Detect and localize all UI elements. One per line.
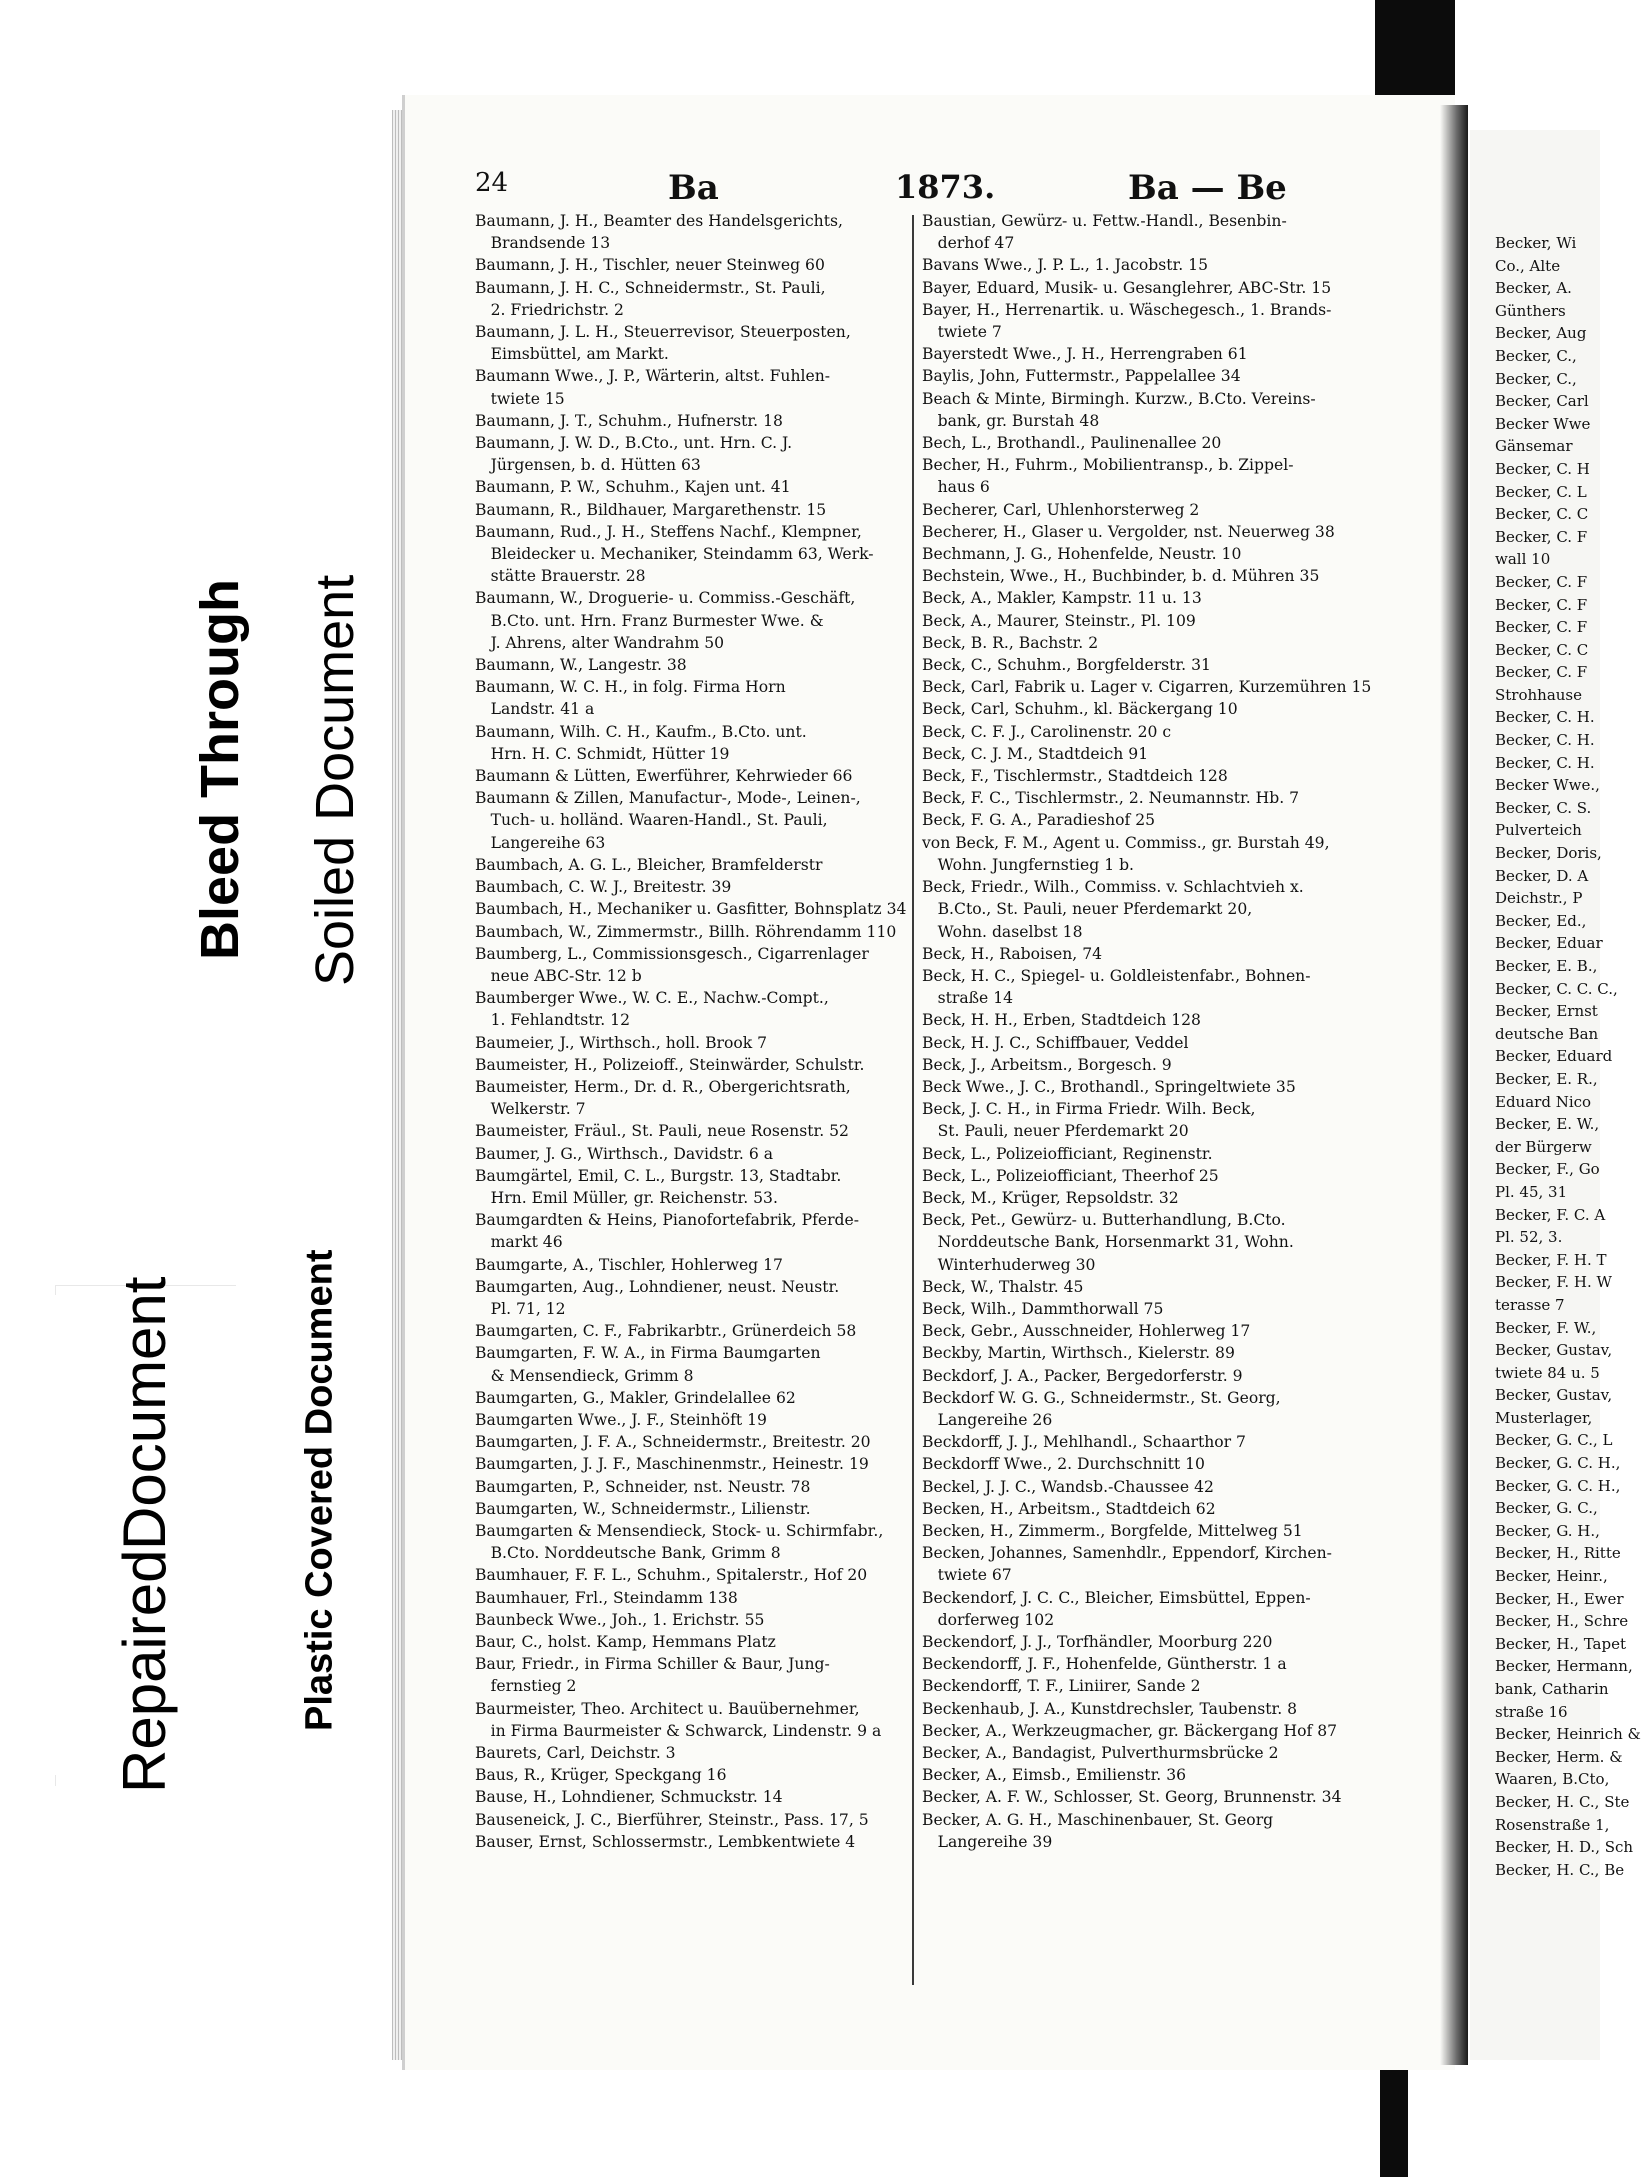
left-column-line: Baurmeister, Theo. Architect u. Bauübernehmer, xyxy=(475,1699,860,1718)
left-column-line: Baumgarten, W., Schneidermstr., Lilienstr. xyxy=(475,1499,811,1518)
left-column-line: Welkerstr. 7 xyxy=(475,1100,586,1119)
right-column-line: derhof 47 xyxy=(922,234,1015,253)
right-column-line: Beckby, Martin, Wirthsch., Kielerstr. 89 xyxy=(922,1344,1235,1363)
right-column-line: Beckendorf, J. C. C., Bleicher, Eimsbüttel, Eppen- xyxy=(922,1588,1311,1607)
right-column-line: Bayer, Eduard, Musik- u. Gesanglehrer, ABC-Str. 15 xyxy=(922,278,1332,297)
facing-page-line: Becker, F., Go xyxy=(1495,1160,1600,1179)
facing-page-line: Becker, H. C., Be xyxy=(1495,1860,1625,1879)
right-column-line: Becken, H., Arbeitsm., Stadtdeich 62 xyxy=(922,1499,1216,1518)
right-column-line: Beck, H. C., Spiegel- u. Goldleistenfabr., Bohnen- xyxy=(922,966,1311,985)
right-column-line: haus 6 xyxy=(922,478,990,497)
bleed-through-label: Bleed Through xyxy=(185,505,255,1035)
left-column-line: Baumbach, C. W. J., Breitestr. 39 xyxy=(475,878,732,897)
right-column-line: Beck, W., Thalstr. 45 xyxy=(922,1277,1084,1296)
right-column-line: Beck, F. G. A., Paradieshof 25 xyxy=(922,811,1156,830)
facing-page-line: Becker, C. S. xyxy=(1495,798,1592,817)
facing-page-line: Becker, Doris, xyxy=(1495,844,1602,863)
left-column-line: Baumgarten, J. J. F., Maschinenmstr., Heinestr. 19 xyxy=(475,1455,869,1474)
facing-page-line: Becker, F. H. W xyxy=(1495,1273,1612,1292)
right-column-line: Beckenhaub, J. A., Kunstdrechsler, Taubenstr. 8 xyxy=(922,1699,1298,1718)
facing-page-line: Becker, A. xyxy=(1495,279,1572,298)
facing-page-line: Waaren, B.Cto, xyxy=(1495,1770,1610,1789)
left-column-line: Baumann, J. H., Tischler, neuer Steinweg 60 xyxy=(475,256,825,275)
right-column-line: Beck, Carl, Schuhm., kl. Bäckergang 10 xyxy=(922,700,1238,719)
left-column-line: Pl. 71, 12 xyxy=(475,1299,566,1318)
right-column-line: Bayer, H., Herrenartik. u. Wäschegesch., 1. Brands- xyxy=(922,300,1332,319)
right-column-line: Beck, J., Arbeitsm., Borgesch. 9 xyxy=(922,1055,1172,1074)
left-column-line: Landstr. 41 a xyxy=(475,700,595,719)
left-column-line: Brandsende 13 xyxy=(475,234,611,253)
left-column-line: Baumann, W., Droguerie- u. Commiss.-Geschäft, xyxy=(475,589,856,608)
right-column-line: Beck, H. H., Erben, Stadtdeich 128 xyxy=(922,1011,1201,1030)
right-column-line: Beck, Wilh., Dammthorwall 75 xyxy=(922,1299,1164,1318)
left-column-line: Hrn. H. C. Schmidt, Hütter 19 xyxy=(475,744,730,763)
right-column-line: Beck, Pet., Gewürz- u. Butterhandlung, B.Cto. xyxy=(922,1211,1286,1230)
left-column-line: Baumbach, W., Zimmermstr., Billh. Röhrendamm 110 xyxy=(475,922,897,941)
left-column-line: Baumann, W. C. H., in folg. Firma Horn xyxy=(475,678,786,697)
left-column-line: fernstieg 2 xyxy=(475,1677,577,1696)
right-column-line: Beck, C. F. J., Carolinenstr. 20 c xyxy=(922,722,1172,741)
right-column-line: bank, gr. Burstah 48 xyxy=(922,411,1100,430)
left-column-line: Baumeister, Fräul., St. Pauli, neue Rosenstr. 52 xyxy=(475,1122,849,1141)
left-column-line: Baumgarten, Aug., Lohndiener, neust. Neustr. xyxy=(475,1277,840,1296)
facing-page-line: Becker, C., xyxy=(1495,346,1577,365)
left-column-line: Baumann & Lütten, Ewerführer, Kehrwieder 66 xyxy=(475,767,853,786)
facing-page-line: Becker, C. F xyxy=(1495,572,1588,591)
facing-page-line: Becker, F. H. T xyxy=(1495,1250,1607,1269)
left-column-line: Baus, R., Krüger, Speckgang 16 xyxy=(475,1766,727,1785)
left-column-line: Baumeister, H., Polizeioff., Steinwärder, Schulstr. xyxy=(475,1055,865,1074)
left-column-line: B.Cto. unt. Hrn. Franz Burmester Wwe. & xyxy=(475,611,824,630)
right-column-line: Wohn. daselbst 18 xyxy=(922,922,1083,941)
facing-page-line: Co., Alte xyxy=(1495,256,1561,275)
right-column-line: Beck Wwe., J. C., Brothandl., Springeltwiete 35 xyxy=(922,1077,1296,1096)
left-column-line: neue ABC-Str. 12 b xyxy=(475,966,642,985)
facing-page-line: Gänsemar xyxy=(1495,437,1573,456)
left-column-line: Baumgarten, J. F. A., Schneidermstr., Breitestr. 20 xyxy=(475,1433,871,1452)
facing-page-line: Becker, E. B., xyxy=(1495,957,1598,975)
right-column-line: Beck, H. J. C., Schiffbauer, Veddel xyxy=(922,1033,1189,1052)
right-column-line: Becken, H., Zimmerm., Borgfelde, Mittelweg 51 xyxy=(922,1521,1303,1540)
right-column-line: Beck, L., Polizeiofficiant, Reginenstr. xyxy=(922,1144,1213,1163)
facing-page-line: Becker, H., Tapet xyxy=(1495,1634,1627,1653)
facing-page-line: Becker, D. A xyxy=(1495,866,1589,885)
facing-page-line: Becker, H. D., Sch xyxy=(1495,1838,1634,1857)
right-column-line: Beck, Gebr., Ausschneider, Hohlerweg 17 xyxy=(922,1322,1251,1341)
left-column-line: Baumann, J. L. H., Steuerrevisor, Steuerposten, xyxy=(475,323,851,342)
facing-page-line: Becker, H., Ritte xyxy=(1495,1544,1621,1563)
right-column-line: St. Pauli, neuer Pferdemarkt 20 xyxy=(922,1122,1189,1141)
left-column-line: Baur, Friedr., in Firma Schiller & Baur, Jung- xyxy=(475,1655,830,1674)
left-column-line: markt 46 xyxy=(475,1233,563,1252)
left-column-line: Baumgarten, P., Schneider, nst. Neustr. 78 xyxy=(475,1477,811,1496)
left-column-line: Baurets, Carl, Deichstr. 3 xyxy=(475,1744,676,1763)
facing-page-line: Becker, C. H. xyxy=(1495,731,1595,750)
left-column-line: 2. Friedrichstr. 2 xyxy=(475,300,624,319)
facing-page-line: Günthers xyxy=(1495,301,1566,320)
right-column-line: Beck, Friedr., Wilh., Commiss. v. Schlachtvieh x. xyxy=(922,878,1304,897)
left-column-line: Baumann, W., Langestr. 38 xyxy=(475,656,687,675)
facing-page-line: Becker, C. L xyxy=(1495,482,1587,501)
right-column-line: twiete 67 xyxy=(922,1566,1012,1585)
facing-page-line: Becker, Heinr., xyxy=(1495,1567,1608,1586)
facing-page-line: Becker, H. C., Ste xyxy=(1495,1792,1630,1811)
right-column-line: Beckel, J. J. C., Wandsb.-Chaussee 42 xyxy=(922,1477,1214,1496)
right-column-line: Beckendorff, J. F., Hohenfelde, Güntherstr. 1 a xyxy=(922,1655,1287,1674)
facing-page-line: Becker, Wi xyxy=(1495,234,1577,252)
facing-page-line: Becker, C. C xyxy=(1495,640,1589,659)
right-column-line: Langereihe 26 xyxy=(922,1410,1053,1429)
facing-page-line: Becker, Carl xyxy=(1495,392,1589,411)
facing-page-line: Musterlager, xyxy=(1495,1408,1593,1427)
repaired-label-line2: Document xyxy=(111,1276,178,1550)
facing-page-line: Becker, Herm. & xyxy=(1495,1747,1623,1766)
right-column-line: Bechstein, Wwe., H., Buchbinder, b. d. Mühren 35 xyxy=(922,567,1320,586)
plastic-covered-label: Plastic Covered Document xyxy=(295,1140,345,1840)
right-column-line: Becker, A. F. W., Schlosser, St. Georg, Brunnenstr. 34 xyxy=(922,1788,1342,1807)
right-column-line: Beckdorff Wwe., 2. Durchschnitt 10 xyxy=(922,1455,1205,1474)
left-column-line: Baumberger Wwe., W. C. E., Nachw.-Compt., xyxy=(475,989,829,1008)
facing-page-column xyxy=(1495,232,1641,1881)
facing-page-line: deutsche Ban xyxy=(1495,1024,1599,1043)
left-column-line: 1. Fehlandtstr. 12 xyxy=(475,1011,631,1030)
left-column-line: Bause, H., Lohndiener, Schmuckstr. 14 xyxy=(475,1788,783,1807)
right-column-line: Becherer, H., Glaser u. Vergolder, nst. Neuerweg 38 xyxy=(922,522,1335,541)
left-column-line: Baumann, R., Bildhauer, Margarethenstr. 15 xyxy=(475,500,827,519)
facing-page-line: Becker, Eduar xyxy=(1495,934,1603,953)
left-column-line: Baumeier, J., Wirthsch., holl. Brook 7 xyxy=(475,1033,768,1052)
right-column-line: dorferweg 102 xyxy=(922,1610,1055,1629)
left-column xyxy=(475,210,930,1853)
right-column-line: Becker, A., Eimsb., Emilienstr. 36 xyxy=(922,1766,1187,1785)
left-column-line: Baumberg, L., Commissionsgesch., Cigarrenlager xyxy=(475,944,869,963)
year-heading: 1873. xyxy=(895,168,996,206)
left-column-line: Baumgarten, F. W. A., in Firma Baumgarten xyxy=(475,1344,821,1363)
facing-page-line: Eduard Nico xyxy=(1495,1092,1592,1111)
left-column-line: Baumgarten & Mensendieck, Stock- u. Schirmfabr., xyxy=(475,1521,884,1540)
left-column-line: Hrn. Emil Müller, gr. Reichenstr. 53. xyxy=(475,1188,778,1207)
facing-page-line: Strohhause xyxy=(1495,685,1583,704)
left-column-line: Baumhauer, Frl., Steindamm 138 xyxy=(475,1588,738,1607)
left-column-line: stätte Brauerstr. 28 xyxy=(475,567,646,586)
right-column-line: B.Cto., St. Pauli, neuer Pferdemarkt 20, xyxy=(922,900,1253,919)
right-column-line: Winterhuderweg 30 xyxy=(922,1255,1096,1274)
left-column-line: Baumann, Wilh. C. H., Kaufm., B.Cto. unt. xyxy=(475,722,807,741)
left-column-line: Baumgardten & Heins, Pianofortefabrik, Pferde- xyxy=(475,1211,860,1230)
left-column-line: Eimsbüttel, am Markt. xyxy=(475,345,669,364)
left-column-line: Baumeister, Herm., Dr. d. R., Obergerichtsrath, xyxy=(475,1077,851,1096)
facing-page-line: Becker, G. C. H., xyxy=(1495,1454,1621,1473)
right-column-line: Beck, F., Tischlermstr., Stadtdeich 128 xyxy=(922,767,1228,786)
right-column-line: Bechmann, J. G., Hohenfelde, Neustr. 10 xyxy=(922,545,1242,564)
book-gutter xyxy=(1440,105,1468,2065)
left-column-line: in Firma Baurmeister & Schwarck, Lindenstr. 9 a xyxy=(475,1721,882,1740)
left-column-line: Baumann, J. W. D., B.Cto., unt. Hrn. C. J. xyxy=(475,434,793,453)
right-column-line: Becken, Johannes, Samenhdlr., Eppendorf, Kirchen- xyxy=(922,1544,1332,1563)
left-column-line: Baumhauer, F. F. L., Schuhm., Spitalerstr., Hof 20 xyxy=(475,1566,868,1585)
left-column-line: Baur, C., holst. Kamp, Hemmans Platz xyxy=(475,1633,776,1651)
facing-page-line: Becker, C. H. xyxy=(1495,708,1595,727)
left-column-line: B.Cto. Norddeutsche Bank, Grimm 8 xyxy=(475,1544,781,1563)
facing-page-line: Becker, C. H xyxy=(1495,459,1590,478)
facing-page-line: Becker, C. F xyxy=(1495,595,1588,614)
left-column-line: Baumann Wwe., J. P., Wärterin, altst. Fuhlen- xyxy=(475,367,831,386)
left-column-line: & Mensendieck, Grimm 8 xyxy=(475,1366,694,1385)
right-column-line: von Beck, F. M., Agent u. Commiss., gr. Burstah 49, xyxy=(922,833,1330,852)
facing-page-line: Becker, C. F xyxy=(1495,663,1588,682)
right-column-line: Beck, C. J. M., Stadtdeich 91 xyxy=(922,744,1149,763)
facing-page-line: Becker, Gustav, xyxy=(1495,1341,1613,1360)
facing-page-line: Becker, Ed., xyxy=(1495,911,1587,930)
facing-page-line: Becker, Eduard xyxy=(1495,1047,1613,1066)
left-column-line: Baumgarten, C. F., Fabrikarbtr., Grünerdeich 58 xyxy=(475,1322,857,1341)
page-number: 24 xyxy=(475,168,509,198)
facing-page-line: Becker, F. C. A xyxy=(1495,1205,1606,1224)
right-column-line: Beck, B. R., Bachstr. 2 xyxy=(922,633,1099,652)
facing-page-line: Becker Wwe., xyxy=(1495,776,1600,795)
right-column-line: Baylis, John, Futtermstr., Pappelallee 34 xyxy=(922,367,1241,386)
left-column-line: Baumbach, A. G. L., Bleicher, Bramfelderstr xyxy=(475,855,823,874)
right-column-line: Norddeutsche Bank, Horsenmarkt 31, Wohn. xyxy=(922,1233,1294,1252)
right-column-line: Bech, L., Brothandl., Paulinenallee 20 xyxy=(922,434,1222,453)
right-column-line: Becherer, Carl, Uhlenhorsterweg 2 xyxy=(922,500,1200,519)
right-column-line: Becher, H., Fuhrm., Mobilientransp., b. Zippel- xyxy=(922,456,1294,475)
right-column-line: Becker, A., Bandagist, Pulverthurmsbrücke 2 xyxy=(922,1744,1279,1763)
right-column-line: Becker, A., Werkzeugmacher, gr. Bäckergang Hof 87 xyxy=(922,1721,1338,1740)
facing-page-line: Becker, H., Schre xyxy=(1495,1612,1629,1631)
facing-page-line: terasse 7 xyxy=(1495,1295,1565,1314)
facing-page-line: Becker, C. C. C., xyxy=(1495,979,1618,998)
right-column-line: Beck, A., Maurer, Steinstr., Pl. 109 xyxy=(922,611,1196,630)
right-column-line: Beck, J. C. H., in Firma Friedr. Wilh. Beck, xyxy=(922,1100,1256,1119)
facing-page-line: Becker, Heinrich & xyxy=(1495,1725,1641,1744)
facing-page-line: Becker, G. H., xyxy=(1495,1521,1600,1540)
right-column-line: Beckdorff, J. J., Mehlhandl., Schaarthor 7 xyxy=(922,1433,1246,1452)
right-column-line: Becker, A. G. H., Maschinenbauer, St. Georg xyxy=(922,1810,1274,1829)
right-column-line: Beck, M., Krüger, Repsoldstr. 32 xyxy=(922,1188,1179,1207)
left-column-line: Bauser, Ernst, Schlossermstr., Lembkentwiete 4 xyxy=(475,1832,856,1851)
facing-page-line: Becker, E. W., xyxy=(1495,1115,1600,1134)
left-column-line: Baumann, J. T., Schuhm., Hufnerstr. 18 xyxy=(475,411,783,430)
facing-page-line: Becker Wwe xyxy=(1495,414,1591,433)
right-column-line: Beck, Carl, Fabrik u. Lager v. Cigarren, Kurzemühren 15 xyxy=(922,678,1372,697)
facing-page-line: Becker, C. H. xyxy=(1495,753,1595,772)
right-column-line: Wohn. Jungfernstieg 1 b. xyxy=(922,855,1135,874)
facing-page-line: Becker, Aug xyxy=(1495,324,1587,343)
left-column-line: Baumbach, H., Mechaniker u. Gasfitter, Bohnsplatz 34 xyxy=(475,900,907,919)
left-column-line: Tuch- u. holländ. Waaren-Handl., St. Pauli, xyxy=(475,811,828,830)
facing-page-line: Becker, H., Ewer xyxy=(1495,1589,1624,1608)
right-column xyxy=(922,210,1377,1853)
left-column-line: Baumer, J. G., Wirthsch., Davidstr. 6 a xyxy=(475,1144,774,1163)
repaired-label-line1: Repaired xyxy=(111,1549,178,1794)
right-column-line: Beckdorf W. G. G., Schneidermstr., St. Georg, xyxy=(922,1388,1281,1407)
left-column-line: Baumgarten, G., Makler, Grindelallee 62 xyxy=(475,1388,796,1407)
right-column-line: twiete 7 xyxy=(922,323,1002,342)
left-column-line: twiete 15 xyxy=(475,389,565,408)
right-column-line: Beckendorff, T. F., Liniirer, Sande 2 xyxy=(922,1677,1201,1696)
right-column-line: Beck, F. C., Tischlermstr., 2. Neumannstr. Hb. 7 xyxy=(922,789,1300,808)
left-column-line: Baumann, J. H., Beamter des Handelsgerichts, xyxy=(475,212,843,230)
right-column-line: Baustian, Gewürz- u. Fettw.-Handl., Besenbin- xyxy=(922,212,1287,230)
right-column-line: straße 14 xyxy=(922,989,1014,1008)
facing-page-line: twiete 84 u. 5 xyxy=(1495,1363,1600,1382)
right-column-line: Bayerstedt Wwe., J. H., Herrengraben 61 xyxy=(922,345,1248,364)
facing-page-line: Becker, C., xyxy=(1495,369,1577,388)
facing-page-line: Pl. 45, 31 xyxy=(1495,1182,1568,1201)
facing-page-line: Becker, F. W., xyxy=(1495,1318,1597,1337)
left-column-line: Bleidecker u. Mechaniker, Steindamm 63, Werk- xyxy=(475,545,874,564)
right-column-line: Beck, A., Makler, Kampstr. 11 u. 13 xyxy=(922,589,1202,608)
left-column-line: Baumann, Rud., J. H., Steffens Nachf., Klempner, xyxy=(475,522,862,541)
facing-page-line: straße 16 xyxy=(1495,1702,1568,1721)
facing-page-line: Becker, C. F xyxy=(1495,618,1588,637)
right-column-line: Beck, C., Schuhm., Borgfelderstr. 31 xyxy=(922,656,1211,675)
right-column-line: Beck, L., Polizeiofficiant, Theerhof 25 xyxy=(922,1166,1219,1185)
left-column-line: Baumann, P. W., Schuhm., Kajen unt. 41 xyxy=(475,478,791,497)
facing-page-line: Becker, G. C. H., xyxy=(1495,1476,1621,1495)
left-column-line: Baumgarte, A., Tischler, Hohlerweg 17 xyxy=(475,1255,783,1274)
facing-page-line: Pulverteich xyxy=(1495,821,1582,840)
right-column-line: Beach & Minte, Birmingh. Kurzw., B.Cto. Vereins- xyxy=(922,389,1316,408)
left-column-line: Baumgarten Wwe., J. F., Steinhöft 19 xyxy=(475,1410,767,1429)
left-column-line: Baunbeck Wwe., Joh., 1. Erichstr. 55 xyxy=(475,1610,765,1629)
right-column-line: Beckendorf, J. J., Torfhändler, Moorburg 220 xyxy=(922,1633,1273,1651)
left-column-line: Baumann & Zillen, Manufactur-, Mode-, Leinen-, xyxy=(475,789,861,808)
facing-page-line: Becker, Gustav, xyxy=(1495,1386,1613,1405)
left-column-line: J. Ahrens, alter Wandrahm 50 xyxy=(475,633,725,652)
facing-page-line: Becker, C. F xyxy=(1495,527,1588,546)
soiled-document-label: Soiled Document xyxy=(295,470,375,1090)
left-column-line: Baumann, J. H. C., Schneidermstr., St. Pauli, xyxy=(475,278,826,297)
left-column-line: Baumgärtel, Emil, C. L., Burgstr. 13, Stadtabr. xyxy=(475,1166,842,1185)
facing-page-line: bank, Catharin xyxy=(1495,1680,1609,1698)
facing-page-line: wall 10 xyxy=(1495,550,1551,569)
left-heading: Ba xyxy=(668,168,719,208)
facing-page-line: Becker, E. R., xyxy=(1495,1069,1598,1088)
facing-page-line: Rosenstraße 1, xyxy=(1495,1815,1610,1834)
right-column-line: Beckdorf, J. A., Packer, Bergedorferstr. 9 xyxy=(922,1366,1243,1385)
page-stack-edges xyxy=(392,110,402,2060)
facing-page-line: der Bürgerw xyxy=(1495,1137,1592,1156)
left-column-line: Jürgensen, b. d. Hütten 63 xyxy=(475,456,701,475)
right-heading: Ba — Be xyxy=(1128,168,1287,208)
right-column-line: Bavans Wwe., J. P. L., 1. Jacobstr. 15 xyxy=(922,256,1209,275)
facing-page-line: Becker, Hermann, xyxy=(1495,1657,1633,1676)
repaired-document-label xyxy=(55,1276,235,1794)
facing-page-line: Becker, G. C., L xyxy=(1495,1431,1613,1450)
facing-page-line: Becker, C. C xyxy=(1495,505,1589,524)
left-column-line: Langereihe 63 xyxy=(475,833,606,852)
facing-page-line: Becker, G. C., xyxy=(1495,1499,1598,1518)
left-column-line: Bauseneick, J. C., Bierführer, Steinstr., Pass. 17, 5 xyxy=(475,1810,869,1829)
right-column-line: Beck, H., Raboisen, 74 xyxy=(922,944,1103,963)
facing-page-line: Deichstr., P xyxy=(1495,889,1583,908)
facing-page-line: Becker, Ernst xyxy=(1495,1002,1598,1021)
facing-page-line: Pl. 52, 3. xyxy=(1495,1228,1563,1247)
right-column-line: Langereihe 39 xyxy=(922,1832,1053,1851)
